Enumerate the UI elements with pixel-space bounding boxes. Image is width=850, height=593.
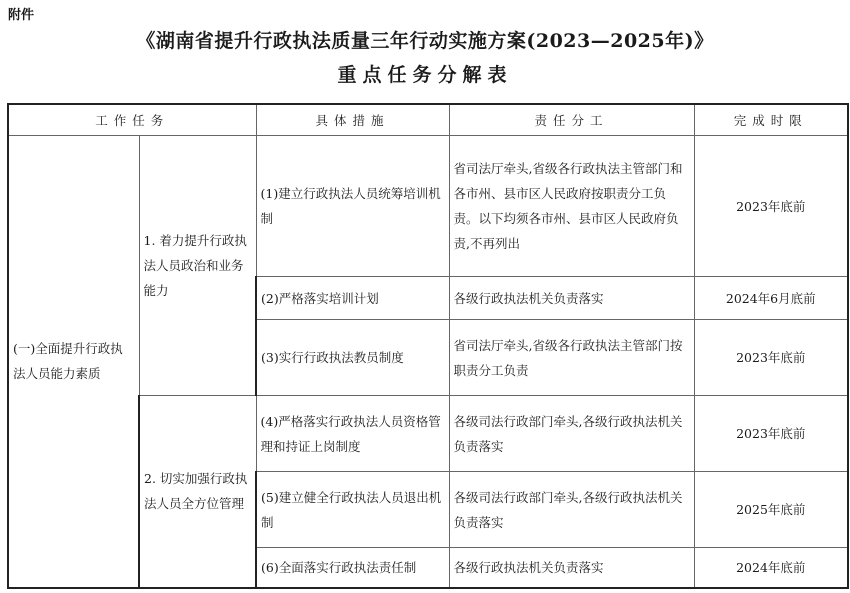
table-row — [8, 136, 848, 277]
document-subtitle: 重点任务分解表 — [337, 64, 513, 86]
measure-cell: (1)建立行政执法人员统筹培训机制 — [256, 136, 449, 277]
measure-cell: (5)建立健全行政执法人员退出机制 — [256, 472, 449, 548]
task-table — [7, 103, 849, 589]
responsibility-cell: 各级行政执法机关负责落实 — [449, 277, 694, 320]
deadline-cell: 2024年底前 — [694, 548, 848, 588]
document-title: 《湖南省提升行政执法质量三年行动实施方案(2023—2025年)》 — [136, 30, 714, 52]
task-cell: 2. 切实加强行政执法人员全方位管理 — [139, 396, 256, 588]
responsibility-cell: 省司法厅牵头,省级各行政执法主管部门按职责分工负责 — [449, 320, 694, 396]
task-cell: 1. 着力提升行政执法人员政治和业务能力 — [139, 136, 256, 396]
responsibility-cell: 各级司法行政部门牵头,各级行政执法机关负责落实 — [449, 472, 694, 548]
responsibility-cell: 各级行政执法机关负责落实 — [449, 548, 694, 588]
responsibility-cell: 省司法厅牵头,省级各行政执法主管部门和各市州、县市区人民政府按职责分工负责。以下均须各市州、县市区人民政府负责,不再列出 — [449, 136, 694, 277]
measure-cell: (4)严格落实行政执法人员资格管理和持证上岗制度 — [256, 396, 449, 472]
measure-cell: (2)严格落实培训计划 — [256, 277, 449, 320]
deadline-cell: 2023年底前 — [694, 136, 848, 277]
column-header-deadline: 完成时限 — [694, 104, 848, 136]
deadline-cell: 2023年底前 — [694, 320, 848, 396]
column-header-measure: 具体措施 — [256, 104, 449, 136]
deadline-cell: 2024年6月底前 — [694, 277, 848, 320]
deadline-cell: 2023年底前 — [694, 396, 848, 472]
table-header-row — [8, 104, 848, 136]
measure-cell: (6)全面落实行政执法责任制 — [256, 548, 449, 588]
category-cell: (一)全面提升行政执法人员能力素质 — [8, 136, 139, 588]
attachment-label: 附件 — [8, 8, 35, 23]
column-header-responsibility: 责任分工 — [449, 104, 694, 136]
deadline-cell: 2025年底前 — [694, 472, 848, 548]
measure-cell: (3)实行行政执法教员制度 — [256, 320, 449, 396]
responsibility-cell: 各级司法行政部门牵头,各级行政执法机关负责落实 — [449, 396, 694, 472]
column-header-task: 工作任务 — [8, 104, 256, 136]
